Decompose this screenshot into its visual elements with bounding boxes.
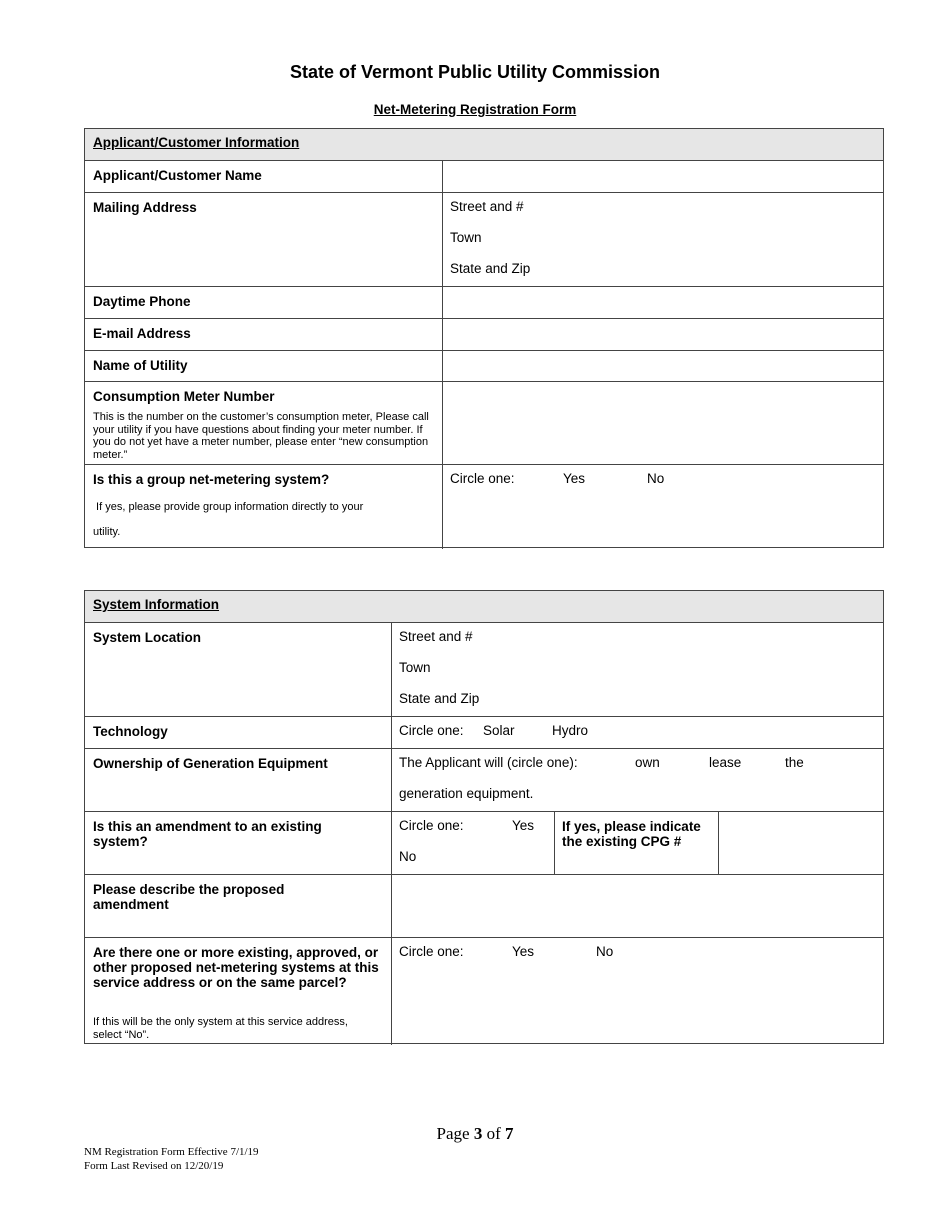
daytime-phone-row (85, 287, 883, 319)
existing-yes-option[interactable]: Yes (512, 944, 535, 959)
applicant-info-header-text: Applicant/Customer Information (93, 135, 300, 150)
amendment-no-option[interactable]: No (399, 849, 417, 864)
existing-systems-label: Are there one or more existing, approved, or other proposed net-metering systems at this service address or on the same parcel? (93, 945, 379, 990)
existing-circle-one-label: Circle one: (399, 944, 464, 959)
mailing-state-zip-field[interactable]: State and Zip (450, 261, 531, 276)
daytime-phone-field[interactable] (443, 287, 883, 318)
amendment-label: Is this an amendment to an existing system? (93, 819, 322, 849)
meter-number-note: This is the number on the customer’s consumption meter, Please call your utility if you have questions about finding your meter number. If you do not yet have a meter number, please enter “new consumption meter.” (93, 411, 429, 461)
cpg-label: If yes, please indicate the existing CPG # (562, 819, 701, 849)
ownership-label: Ownership of Generation Equipment (93, 756, 328, 771)
footer-effective-date: NM Registration Form Effective 7/1/19 (84, 1146, 259, 1158)
system-street-field[interactable]: Street and # (399, 629, 473, 644)
system-state-zip-field[interactable]: State and Zip (399, 691, 480, 706)
group-net-metering-label: Is this a group net-metering system? (93, 472, 330, 487)
email-label: E-mail Address (93, 326, 191, 341)
system-location-label: System Location (93, 630, 202, 645)
footer-revised-date: Form Last Revised on 12/20/19 (84, 1160, 224, 1172)
utility-row (85, 351, 883, 382)
technology-solar-option[interactable]: Solar (483, 723, 515, 738)
email-row (85, 319, 883, 351)
system-info-table (84, 590, 884, 1044)
group-note-line-2: utility. (93, 526, 121, 538)
amendment-yes-option[interactable]: Yes (512, 818, 535, 833)
mailing-street-field[interactable]: Street and # (450, 199, 524, 214)
existing-systems-row (85, 938, 883, 1045)
meter-number-field[interactable] (443, 382, 883, 464)
ownership-lease-option[interactable]: lease (709, 755, 742, 770)
group-no-option[interactable]: No (647, 471, 665, 486)
group-net-metering-row (85, 465, 883, 549)
utility-field[interactable] (443, 351, 883, 381)
describe-amendment-field[interactable] (392, 875, 883, 937)
technology-hydro-option[interactable]: Hydro (552, 723, 589, 738)
utility-label: Name of Utility (93, 358, 188, 373)
form-subtitle: Net-Metering Registration Form (373, 102, 577, 117)
meter-number-label: Consumption Meter Number (93, 389, 275, 404)
describe-amendment-label: Please describe the proposed amendment (93, 882, 285, 912)
mailing-address-row (85, 193, 883, 287)
ownership-the-text: the (785, 755, 804, 770)
group-note-line-1: If yes, please provide group information directly to your (93, 501, 364, 513)
daytime-phone-label: Daytime Phone (93, 294, 191, 309)
technology-row (85, 717, 883, 749)
ownership-prompt: The Applicant will (circle one): (399, 755, 578, 770)
technology-circle-one-label: Circle one: (399, 723, 464, 738)
group-circle-one-label: Circle one: (450, 471, 515, 486)
cpg-number-field[interactable] (719, 812, 883, 874)
technology-label: Technology (93, 724, 168, 739)
meter-number-row (85, 382, 883, 465)
system-location-row (85, 623, 883, 717)
amendment-circle-one-label: Circle one: (399, 818, 464, 833)
system-info-header (85, 591, 883, 623)
page-number: Page 3 of 7 (436, 1124, 514, 1143)
amendment-row (85, 812, 883, 875)
ownership-generation-equipment-text: generation equipment. (399, 786, 534, 801)
applicant-info-table (84, 128, 884, 548)
email-field[interactable] (443, 319, 883, 350)
mailing-address-label: Mailing Address (93, 200, 197, 215)
page-title: State of Vermont Public Utility Commission (289, 62, 661, 82)
applicant-name-field[interactable] (443, 161, 883, 192)
applicant-name-label: Applicant/Customer Name (93, 168, 262, 183)
group-yes-option[interactable]: Yes (563, 471, 586, 486)
existing-no-option[interactable]: No (596, 944, 614, 959)
mailing-town-field[interactable]: Town (450, 230, 482, 245)
existing-systems-note: If this will be the only system at this service address, select “No”. (93, 1016, 348, 1041)
applicant-info-header (85, 129, 883, 161)
ownership-own-option[interactable]: own (635, 755, 660, 770)
system-info-header-text: System Information (93, 597, 220, 612)
ownership-row (85, 749, 883, 812)
describe-amendment-row (85, 875, 883, 938)
system-town-field[interactable]: Town (399, 660, 431, 675)
applicant-name-row (85, 161, 883, 193)
